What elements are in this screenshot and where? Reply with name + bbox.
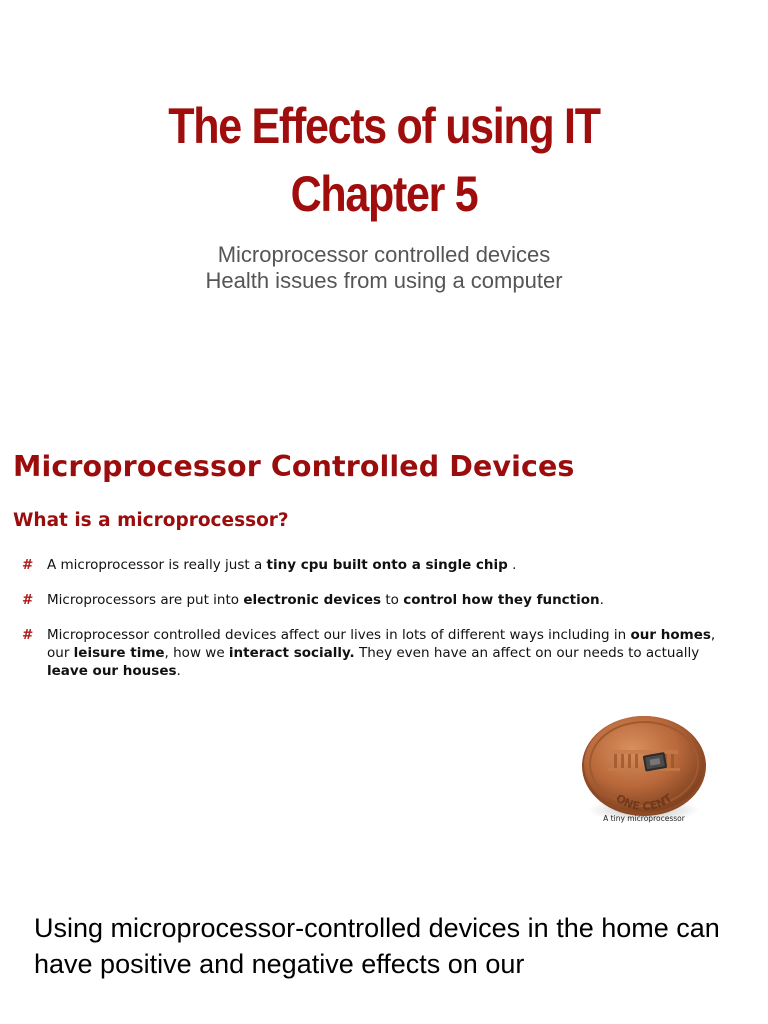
bullet-text: They even have an affect on our needs to actually: [354, 645, 700, 661]
bullet-marker: #: [22, 627, 34, 643]
slide-title: [0, 0, 768, 400]
slide-effects: [0, 870, 768, 1024]
bullet-bold-text: electronic devices: [243, 592, 382, 608]
bullet-item: [22, 591, 722, 609]
page-title: [54, 92, 714, 228]
image-caption: A tiny microprocessor: [603, 814, 685, 823]
bullet-text: .: [599, 592, 604, 608]
slide-body-text: Using microprocessor-controlled devices in the home can have positive and negative effects on our: [34, 913, 720, 979]
bullet-item: [22, 556, 722, 574]
bullet-text: , how we: [164, 645, 229, 661]
coin-microprocessor-image: [580, 710, 708, 830]
bullet-bold-text: tiny cpu built onto a single chip: [266, 557, 508, 573]
title-line-1: The Effects of using IT: [168, 98, 600, 154]
bullet-bold-text: leave our houses: [47, 663, 177, 679]
subtitle-line-2: Health issues from using a computer: [205, 268, 563, 293]
title-line-2: Chapter 5: [290, 166, 478, 222]
bullet-text: A microprocessor is really just a: [47, 557, 267, 573]
bullet-text: .: [507, 557, 517, 573]
bullet-item: [22, 626, 722, 680]
slide-heading: Microprocessor Controlled Devices: [13, 450, 575, 483]
bullet-text: , our: [47, 627, 716, 661]
bullet-bold-text: our homes: [630, 627, 711, 643]
bullet-bold-text: interact socially.: [228, 645, 355, 661]
slide-subheading: What is a microprocessor?: [13, 510, 289, 531]
bullet-list: [22, 556, 722, 697]
bullet-text: Microprocessor controlled devices affect our lives in lots of different ways including in: [47, 627, 631, 643]
coin-image: [580, 710, 708, 830]
subtitle-line-1: Microprocessor controlled devices: [217, 242, 551, 267]
bullet-bold-text: leisure time: [73, 645, 165, 661]
bullet-marker: #: [22, 592, 34, 608]
coin-text: ONE CENT: [613, 791, 675, 814]
subtitle: [0, 242, 768, 294]
bullet-text: to: [381, 592, 404, 608]
bullet-text: Microprocessors are put into: [47, 592, 244, 608]
bullet-marker: #: [22, 557, 34, 573]
bullet-text: .: [176, 663, 181, 679]
slide-microprocessor: [0, 400, 768, 870]
bullet-bold-text: control how they function: [403, 592, 600, 608]
